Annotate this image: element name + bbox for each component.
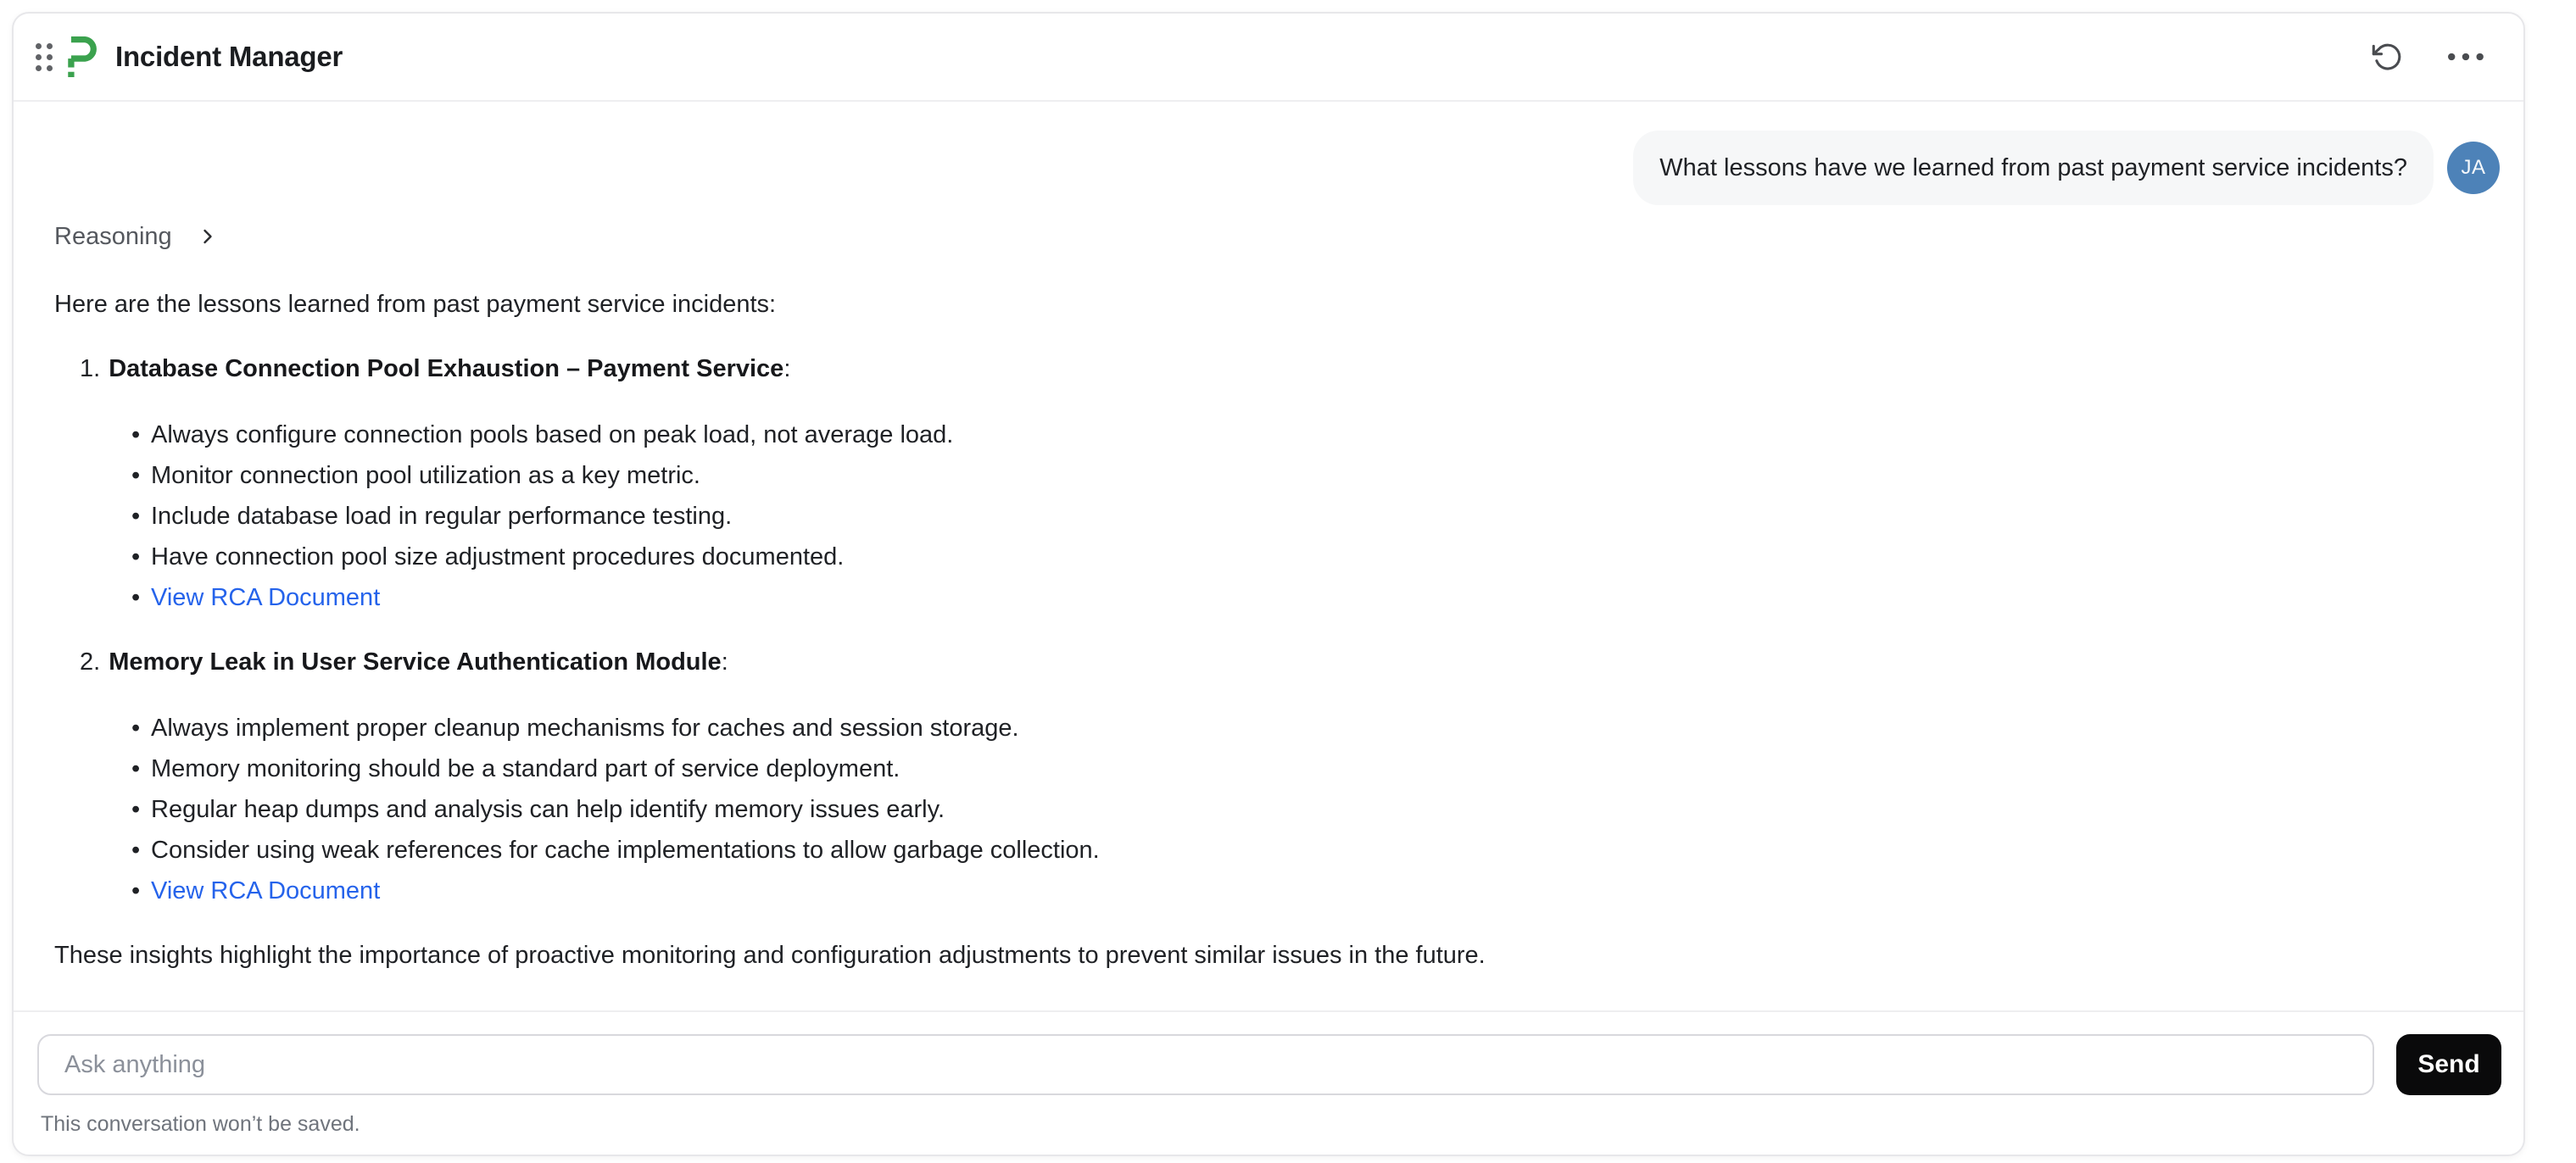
lesson-list xyxy=(54,714,2500,905)
more-options-button[interactable] xyxy=(2447,52,2486,62)
lesson-list xyxy=(54,420,2500,612)
reasoning-toggle[interactable] xyxy=(54,222,220,251)
header xyxy=(14,14,2523,102)
assistant-message xyxy=(54,222,2500,970)
drag-handle-icon[interactable] xyxy=(36,43,53,71)
list-item xyxy=(151,876,2500,905)
list-item: • Always implement proper cleanup mechanisms for caches and session storage. xyxy=(151,714,2500,743)
list-item xyxy=(151,583,2500,612)
chat-transcript xyxy=(14,102,2523,1010)
list-item: • Include database load in regular performance testing. xyxy=(151,502,2500,531)
composer-area xyxy=(14,1010,2523,1155)
ask-input[interactable] xyxy=(37,1034,2374,1095)
list-item: • Memory monitoring should be a standard part of service deployment. xyxy=(151,754,2500,783)
app-logo-icon xyxy=(68,36,98,77)
section-title: Memory Leak in User Service Authentication Module xyxy=(109,648,722,676)
assistant-outro: These insights highlight the importance of proactive monitoring and configuration adjustments to prevent similar issues in the future. xyxy=(54,942,1486,969)
user-avatar: JA xyxy=(2447,142,2500,194)
user-message-row xyxy=(54,131,2500,205)
list-item: • Always configure connection pools based on peak load, not average load. xyxy=(151,420,2500,449)
lesson-section xyxy=(54,354,2500,612)
view-rca-link[interactable]: View RCA Document xyxy=(151,877,381,904)
send-button[interactable]: Send xyxy=(2396,1034,2501,1095)
assistant-intro: Here are the lessons learned from past payment service incidents: xyxy=(54,291,777,318)
list-item: • Regular heap dumps and analysis can help identify memory issues early. xyxy=(151,795,2500,824)
list-item: • Have connection pool size adjustment procedures documented. xyxy=(151,543,2500,571)
section-title: Database Connection Pool Exhaustion – Payment Service xyxy=(109,355,784,382)
lesson-section xyxy=(54,648,2500,905)
incident-manager-panel xyxy=(12,12,2525,1156)
page-title: Incident Manager xyxy=(115,41,343,72)
reset-conversation-button[interactable] xyxy=(2372,42,2403,73)
privacy-note: This conversation won’t be saved. xyxy=(41,1112,360,1136)
list-item: • Consider using weak references for cache implementations to allow garbage collection. xyxy=(151,836,2500,865)
rotate-ccw-icon xyxy=(2372,42,2403,73)
section-heading: 1. Database Connection Pool Exhaustion – Payment Service: xyxy=(80,355,791,382)
chevron-right-icon xyxy=(196,225,220,248)
user-message-bubble: What lessons have we learned from past payment service incidents? xyxy=(1633,131,2434,205)
list-item: • Monitor connection pool utilization as a key metric. xyxy=(151,461,2500,490)
section-number: 1. xyxy=(80,355,101,382)
section-heading: 2. Memory Leak in User Service Authentication Module: xyxy=(80,648,728,676)
ellipsis-icon xyxy=(2447,52,2486,62)
section-number: 2. xyxy=(80,648,101,676)
reasoning-label: Reasoning xyxy=(54,223,172,250)
view-rca-link[interactable]: View RCA Document xyxy=(151,584,381,611)
